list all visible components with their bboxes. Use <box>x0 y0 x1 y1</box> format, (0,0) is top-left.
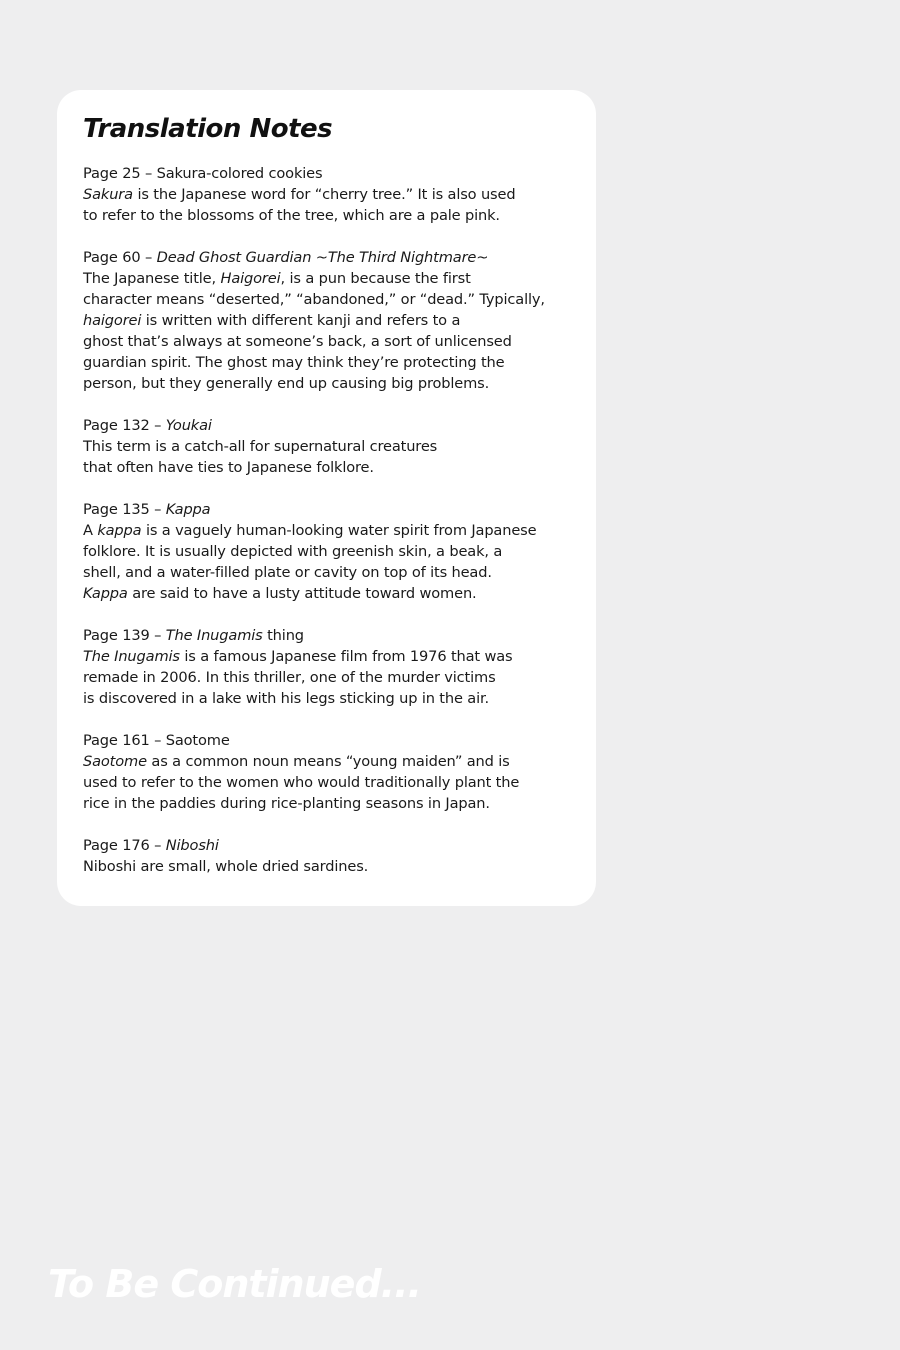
note-body-italic-text: kappa <box>97 522 142 539</box>
note-heading-italic-text: The Inugamis <box>165 627 263 644</box>
note-heading <box>83 499 576 520</box>
note-body-line <box>83 667 576 688</box>
note-body-line <box>83 205 576 226</box>
note-body-text: person, but they generally end up causing big problems. <box>83 375 490 392</box>
note-body-text: , is a pun because the first <box>280 270 471 287</box>
note-heading-italic-text: Kappa <box>165 501 211 518</box>
note-body-text: The Japanese title, <box>83 270 221 287</box>
note-heading-text: Page 161 – Saotome <box>83 732 230 749</box>
note-body-line <box>83 793 576 814</box>
note-heading-italic-text: Youkai <box>165 417 212 434</box>
note-body-italic-text: Haigorei <box>220 270 281 287</box>
note-heading-text: Page 135 – <box>83 501 166 518</box>
note-body-text: rice in the paddies during rice-planting seasons in Japan. <box>83 795 490 812</box>
note-heading-text: thing <box>262 627 304 644</box>
note-heading <box>83 730 576 751</box>
note-body-line <box>83 856 576 877</box>
note-entry <box>83 415 576 478</box>
notes-list <box>83 163 576 877</box>
note-body-line <box>83 289 576 310</box>
note-body-line <box>83 352 576 373</box>
note-body-line <box>83 646 576 667</box>
note-heading-text: Page 139 – <box>83 627 166 644</box>
note-body-line <box>83 562 576 583</box>
note-body-line <box>83 373 576 394</box>
note-body-text: guardian spirit. The ghost may think they’re protecting the <box>83 354 505 371</box>
note-body-text: This term is a catch-all for supernatural creatures <box>83 438 438 455</box>
note-body-text: as a common noun means “young maiden” and is <box>146 753 510 770</box>
note-heading-italic-text: Niboshi <box>165 837 219 854</box>
note-entry <box>83 247 576 394</box>
note-body-text: is discovered in a lake with his legs sticking up in the air. <box>83 690 489 707</box>
note-body-italic-text: Kappa <box>83 585 128 602</box>
note-heading-text: Page 132 – <box>83 417 166 434</box>
note-heading-text: Page 60 – <box>83 249 157 266</box>
to-be-continued-caption: To Be Continued... <box>48 1262 421 1306</box>
note-entry <box>83 835 576 877</box>
page-title: Translation Notes <box>83 114 333 144</box>
note-body-text: is the Japanese word for “cherry tree.” It is also used <box>132 186 516 203</box>
note-heading <box>83 163 576 184</box>
translation-notes-card <box>57 90 596 906</box>
note-body-line <box>83 583 576 604</box>
note-heading <box>83 835 576 856</box>
note-body-text: Niboshi are small, whole dried sardines. <box>83 858 369 875</box>
note-body-line <box>83 184 576 205</box>
note-body-text: to refer to the blossoms of the tree, which are a pale pink. <box>83 207 500 224</box>
note-heading <box>83 415 576 436</box>
note-body-text: is a vaguely human-looking water spirit from Japanese <box>141 522 537 539</box>
note-entry <box>83 730 576 814</box>
note-body-text: A <box>83 522 98 539</box>
note-body-line <box>83 268 576 289</box>
note-body-text: remade in 2006. In this thriller, one of the murder victims <box>83 669 496 686</box>
note-body-text: character means “deserted,” “abandoned,” or “dead.” Typically, <box>83 291 545 308</box>
note-heading <box>83 247 576 268</box>
note-body-line <box>83 457 576 478</box>
note-body-text: is written with different kanji and refers to a <box>141 312 461 329</box>
note-body-line <box>83 520 576 541</box>
note-body-text: that often have ties to Japanese folklore. <box>83 459 374 476</box>
note-body-italic-text: haigorei <box>83 312 142 329</box>
note-entry <box>83 163 576 226</box>
note-body-line <box>83 772 576 793</box>
note-body-italic-text: Saotome <box>83 753 147 770</box>
note-body-text: are said to have a lusty attitude toward women. <box>127 585 477 602</box>
note-body-text: folklore. It is usually depicted with greenish skin, a beak, a <box>83 543 503 560</box>
note-entry <box>83 625 576 709</box>
note-body-line <box>83 310 576 331</box>
note-body-line <box>83 541 576 562</box>
note-entry <box>83 499 576 604</box>
note-heading <box>83 625 576 646</box>
note-body-italic-text: Sakura <box>83 186 133 203</box>
note-body-text: used to refer to the women who would traditionally plant the <box>83 774 520 791</box>
note-heading-text: Page 25 – Sakura-colored cookies <box>83 165 323 182</box>
note-body-line <box>83 751 576 772</box>
note-heading-italic-text: Dead Ghost Guardian ~The Third Nightmare~ <box>156 249 489 266</box>
note-body-line <box>83 331 576 352</box>
note-body-text: ghost that’s always at someone’s back, a sort of unlicensed <box>83 333 512 350</box>
note-body-italic-text: The Inugamis <box>83 648 180 665</box>
note-body-text: is a famous Japanese film from 1976 that was <box>179 648 513 665</box>
note-body-line <box>83 688 576 709</box>
note-body-line <box>83 436 576 457</box>
note-heading-text: Page 176 – <box>83 837 166 854</box>
note-body-text: shell, and a water-filled plate or cavity on top of its head. <box>83 564 492 581</box>
